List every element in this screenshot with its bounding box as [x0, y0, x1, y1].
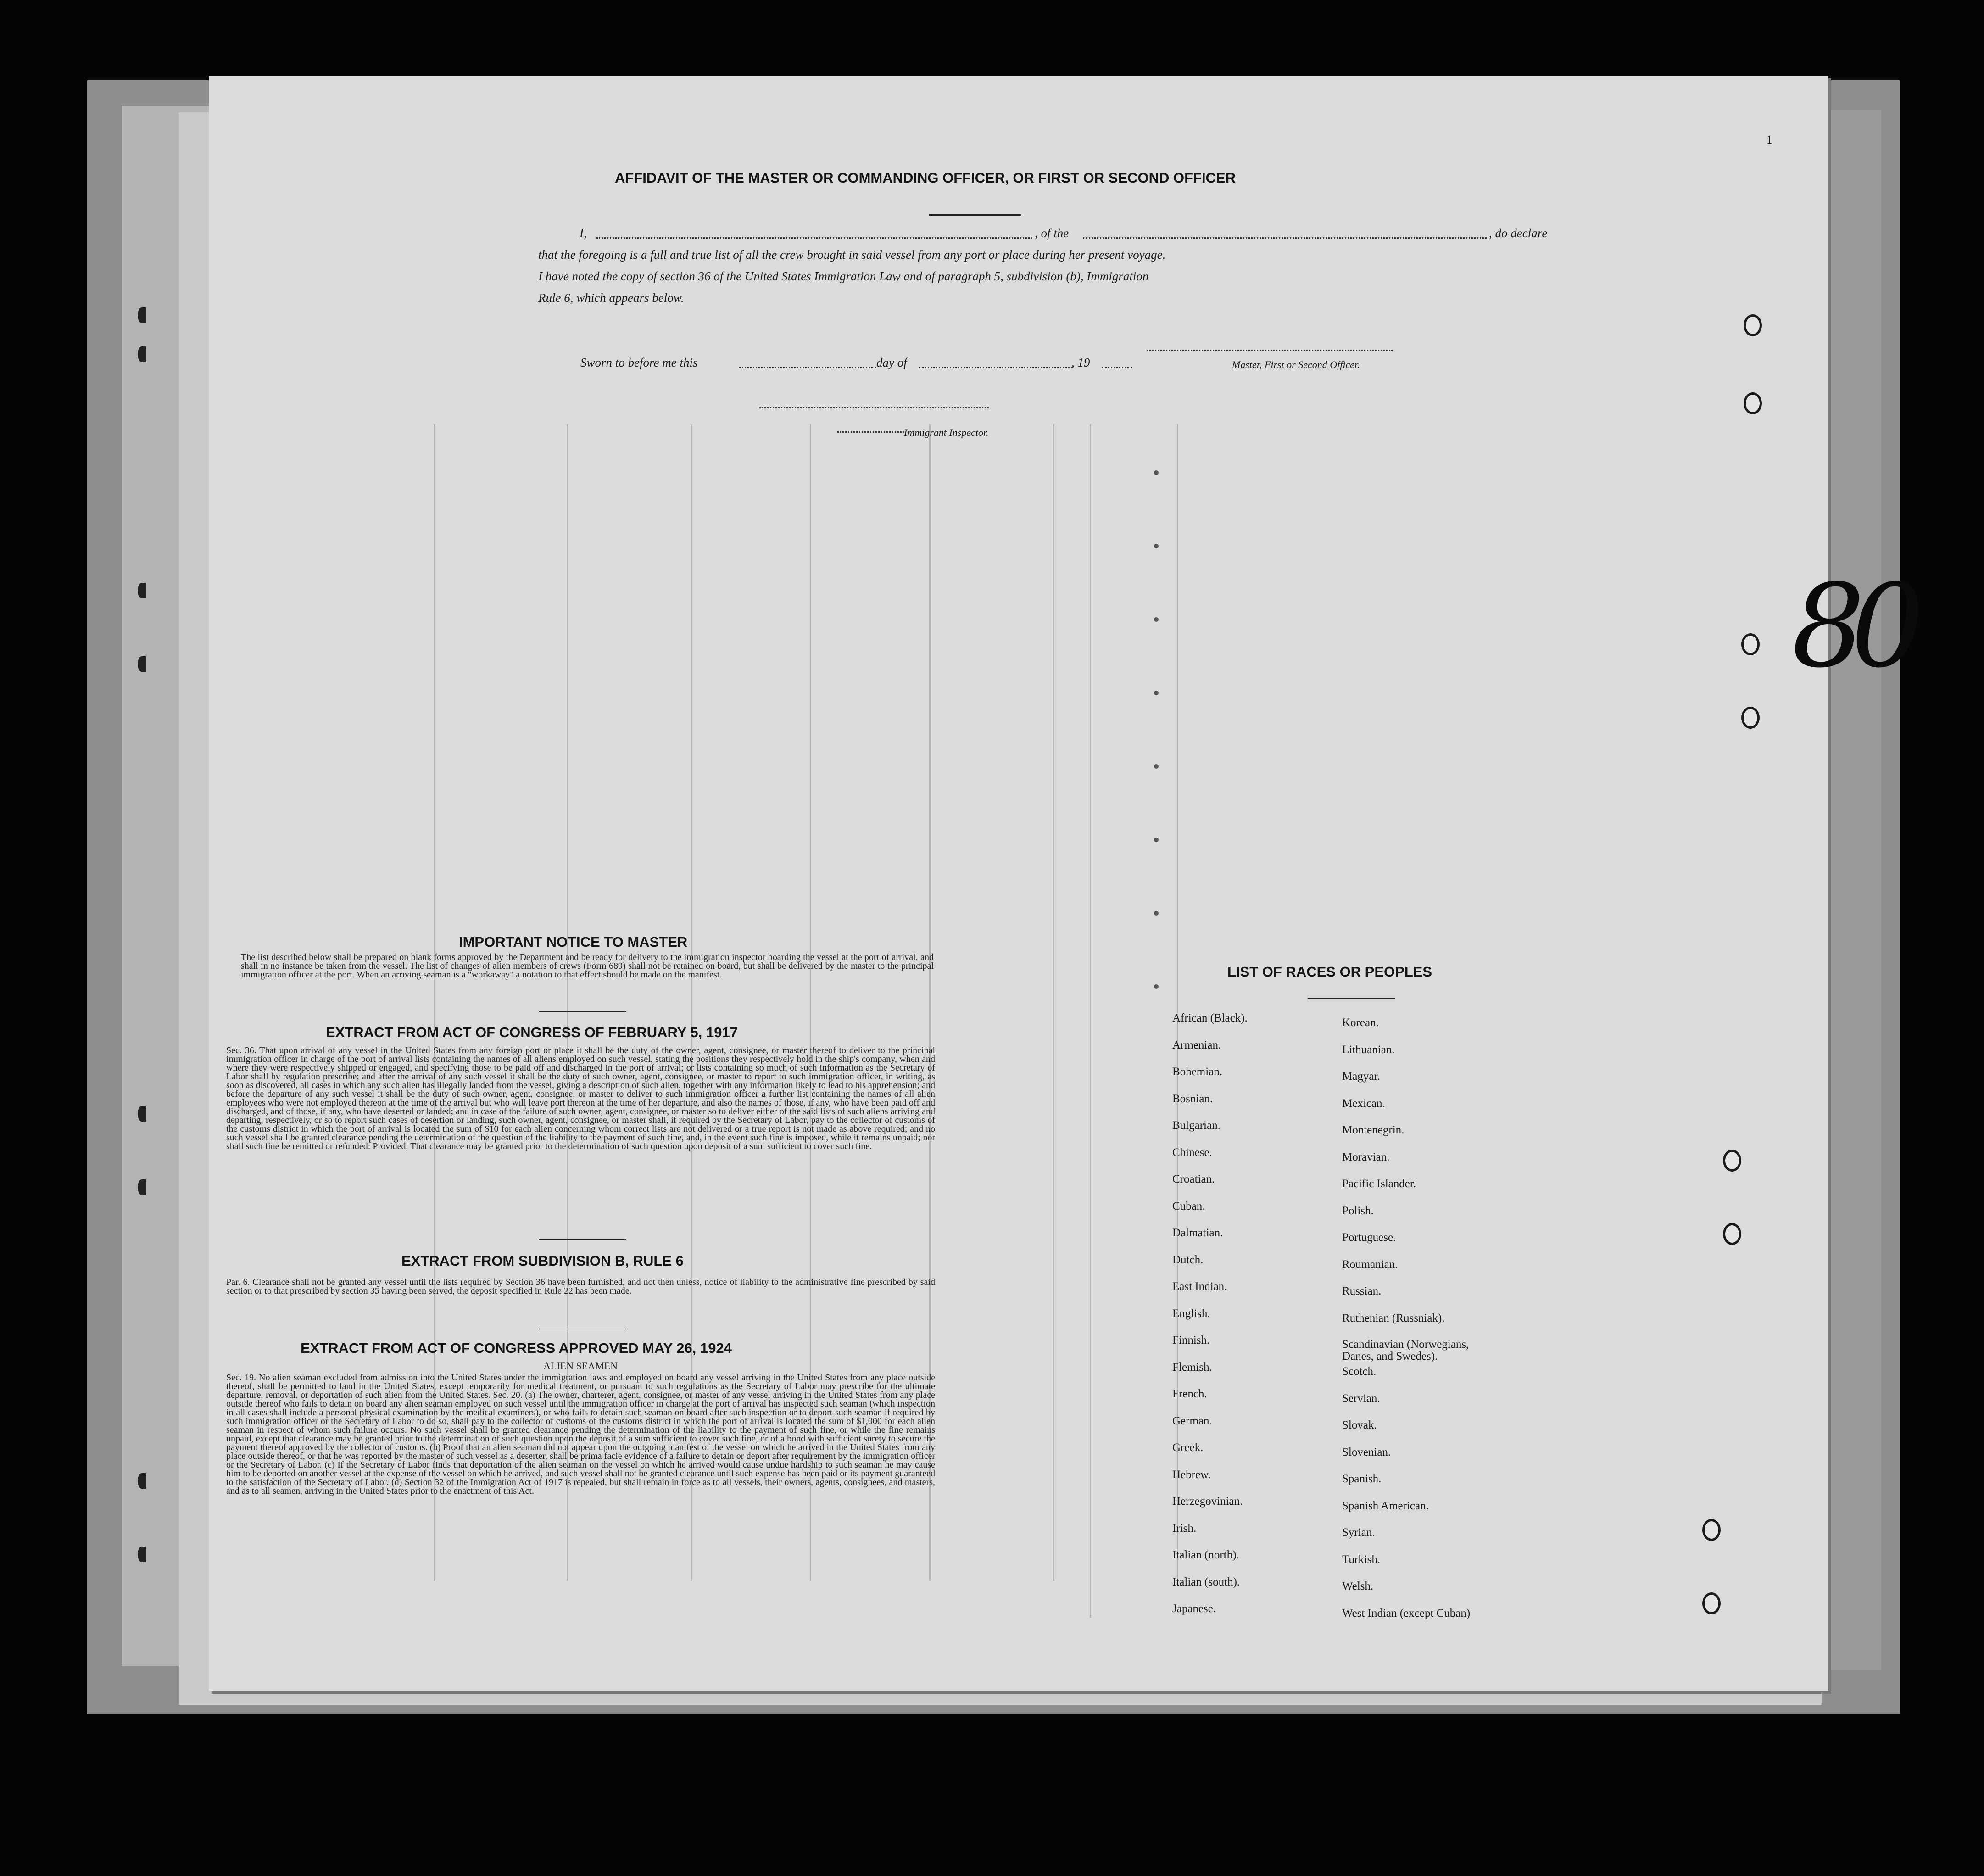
- ghost-mark: [1154, 691, 1159, 695]
- race-item: Bosnian.: [1172, 1092, 1213, 1105]
- race-item: Slovenian.: [1342, 1446, 1391, 1458]
- race-item: Polish.: [1342, 1204, 1374, 1217]
- race-item: Hebrew.: [1172, 1468, 1211, 1481]
- race-item: Italian (north).: [1172, 1549, 1239, 1561]
- race-item: Bulgarian.: [1172, 1119, 1220, 1132]
- handwritten-number: 80: [1792, 559, 1911, 693]
- right-sheet-edge: [1828, 110, 1881, 1670]
- binding-hole: [138, 1179, 146, 1195]
- year-prefix: , 19: [1071, 356, 1090, 369]
- race-item: Ruthenian (Russniak).: [1342, 1312, 1445, 1324]
- affidavit-i: I,: [580, 226, 587, 240]
- ghost-mark: [1154, 544, 1159, 548]
- race-item: Roumanian.: [1342, 1258, 1398, 1271]
- race-item: Irish.: [1172, 1522, 1197, 1535]
- binding-hole: [138, 1547, 146, 1562]
- sworn-month-blank: [919, 367, 1073, 368]
- race-item: West Indian (except Cuban): [1342, 1607, 1471, 1619]
- punch-hole: [1744, 392, 1762, 414]
- affidavit-line4: Rule 6, which appears below.: [538, 291, 684, 305]
- race-item: English.: [1172, 1307, 1210, 1320]
- race-item: Lithuanian.: [1342, 1043, 1395, 1056]
- race-item: Moravian.: [1342, 1150, 1390, 1163]
- punch-hole: [1702, 1592, 1721, 1614]
- name-blank: [596, 237, 1032, 239]
- sworn-day-blank: [739, 367, 876, 368]
- notice-title: IMPORTANT NOTICE TO MASTER: [459, 934, 688, 950]
- race-item: Slovak.: [1342, 1419, 1377, 1431]
- binding-hole: [138, 1106, 146, 1122]
- ghost-column-line: [1090, 424, 1091, 1618]
- margin-annotation: 1: [1767, 133, 1772, 146]
- race-item: African (Black).: [1172, 1012, 1248, 1024]
- extract-rule6-text: Par. 6. Clearance shall not be granted any vessel until the lists required by Section 36 have been furnished, and not then unless, notice of liability to the administrative fine prescribed by said section or to that prescribed by section 35 having been served, the deposit specified in Rule 22 has been made.: [226, 1277, 935, 1296]
- race-item: Portuguese.: [1342, 1231, 1396, 1244]
- affidavit-of-the: , of the: [1035, 226, 1069, 240]
- binding-hole: [138, 583, 146, 598]
- race-item: Russian.: [1342, 1285, 1382, 1297]
- extract-1924-subtitle: ALIEN SEAMEN: [543, 1360, 618, 1372]
- race-item: Korean.: [1342, 1016, 1379, 1029]
- race-item: German.: [1172, 1414, 1212, 1427]
- race-item: Chinese.: [1172, 1146, 1212, 1159]
- affidavit-title: AFFIDAVIT OF THE MASTER OR COMMANDING OFFICER, OR FIRST OR SECOND OFFICER: [615, 170, 1236, 186]
- signature-label: Master, First or Second Officer.: [1232, 359, 1360, 370]
- ghost-column-line: [1177, 424, 1178, 1581]
- day-of-label: day of: [876, 356, 907, 369]
- title-rule: [929, 214, 1021, 216]
- inspector-blank: [759, 407, 989, 408]
- extract-1924-title: EXTRACT FROM ACT OF CONGRESS APPROVED MAY 26, 1924: [301, 1340, 732, 1356]
- ghost-mark: [1154, 838, 1159, 842]
- punch-hole: [1744, 314, 1762, 336]
- extract-1924-text: Sec. 19. No alien seaman excluded from admission into the United States under the immigration laws and employed on board any vessel arriving in the United States from any place outside thereof, shall be permitted to land in the United States, except temporarily for medical treatment, or pursuant to such regulations as the Secretary of Labor may prescribe for the ultimate departure, removal, or deportation of such alien from the United States. Sec. 20. (a) The owner, charterer, agent, consignee, or master of any vessel arriving in the United States from any place outside thereof who fails to detain on board any alien seaman employed on such vessel until the immigration officer in charge at the port of arrival has inspected such seaman (which inspection in all cases shall include a personal physical examination by the medical examiners), or who fails to detain such seaman on board after such inspection or to deport such seaman if required by such immigration officer or the Secretary of Labor to do so, shall pay to the collector of customs of the customs district in which the port of arrival is located the sum of $1,000 for each alien seaman in respect of whom such failure occurs. No such vessel shall be granted clearance pending the determination of the liability to the payment of such fine, or while the fine remains unpaid, except that clearance may be granted prior to the determination of such question upon the deposit of a sum sufficient to cover such fine, or of a bond with sufficient surety to secure the payment thereof approved by the collector of customs. (b) Proof that an alien seaman did not appear upon the outgoing manifest of the vessel on which he arrived in the United States from any place outside thereof, or that he was reported by the master of such vessel as a deserter, shall be prima facie evidence of a failure to detain or deport after requirement by the immigration officer or the Secretary of Labor. (c) If the Secretary of Labor finds that deportation of the alien seaman on the vessel on which he arrived would cause undue hardship to such seaman he may cause him to be deported on another vessel at the expense of the vessel on which he arrived, and such vessel shall not be granted clearance until such expense has been paid or its payment guaranteed to the satisfaction of the Secretary of Labor. (d) Section 32 of the Immigration Act of 1917 is repealed, but shall remain in force as to all vessels, their owners, agents, consignees, and masters, and as to all seamen, arriving in the United States prior to the enactment of this Act.: [226, 1373, 935, 1496]
- punch-hole: [1741, 633, 1760, 655]
- extract-rule6-title: EXTRACT FROM SUBDIVISION B, RULE 6: [401, 1253, 684, 1269]
- inspector-label: Immigrant Inspector.: [904, 427, 989, 438]
- race-item: Servian.: [1342, 1392, 1380, 1405]
- race-item: Scandinavian (Norwegians, Danes, and Swedes).: [1342, 1338, 1469, 1362]
- race-item: Greek.: [1172, 1441, 1204, 1454]
- race-item: Pacific Islander.: [1342, 1178, 1416, 1190]
- ghost-mark: [1154, 984, 1159, 989]
- punch-hole: [1741, 707, 1760, 729]
- signature-blank: [1147, 350, 1393, 351]
- race-item: Armenian.: [1172, 1038, 1221, 1051]
- race-item: Croatian.: [1172, 1173, 1215, 1185]
- section-rule: [539, 1011, 626, 1012]
- race-item: Italian (south).: [1172, 1575, 1240, 1588]
- section-rule: [539, 1239, 626, 1240]
- race-item: Cuban.: [1172, 1200, 1205, 1212]
- affidavit-declare: , do declare: [1489, 226, 1548, 240]
- binding-hole: [138, 346, 146, 362]
- race-item: Finnish.: [1172, 1334, 1210, 1346]
- year-blank: [1102, 367, 1132, 368]
- extract-1917-title: EXTRACT FROM ACT OF CONGRESS OF FEBRUARY 5, 1917: [326, 1024, 738, 1040]
- race-item: Herzegovinian.: [1172, 1495, 1243, 1508]
- ghost-mark: [1154, 617, 1159, 622]
- race-item: Syrian.: [1342, 1526, 1375, 1539]
- race-item: Flemish.: [1172, 1361, 1212, 1374]
- race-item: French.: [1172, 1388, 1207, 1400]
- affidavit-line3: I have noted the copy of section 36 of the United States Immigration Law and of paragraph 5, subdivision (b), Immigration: [538, 269, 1149, 283]
- inspector-lead: [837, 431, 904, 433]
- document-page: [209, 76, 1828, 1691]
- race-item: Spanish.: [1342, 1473, 1382, 1485]
- notice-text: The list described below shall be prepared on blank forms approved by the Department and be ready for delivery to the immigration inspector boarding the vessel at the port of arrival, and shall in no instance be taken from the vessel. The list of changes of alien members of crews (Form 689) shall not be retained on board, but shall be delivered by the master to the principal immigration officer at the port. When an arriving seaman is a "workaway" a notation to that effect should be made on the manifest.: [241, 952, 934, 980]
- race-item: Welsh.: [1342, 1580, 1374, 1592]
- race-item: Magyar.: [1342, 1070, 1380, 1083]
- sworn-label: Sworn to before me this: [580, 356, 698, 369]
- race-item: East Indian.: [1172, 1280, 1227, 1293]
- vessel-blank: [1083, 237, 1487, 239]
- binding-hole: [138, 307, 146, 323]
- race-item: Japanese.: [1172, 1602, 1216, 1615]
- ghost-mark: [1154, 764, 1159, 769]
- race-item: Turkish.: [1342, 1553, 1381, 1566]
- race-item: Dalmatian.: [1172, 1227, 1223, 1239]
- punch-hole: [1723, 1150, 1741, 1172]
- affidavit-line2: that the foregoing is a full and true list of all the crew brought in said vessel from any port or place during her present voyage.: [538, 248, 1166, 262]
- races-title: LIST OF RACES OR PEOPLES: [1227, 964, 1432, 980]
- binding-hole: [138, 1473, 146, 1489]
- extract-1917-text: Sec. 36. That upon arrival of any vessel in the United States from any foreign port or place it shall be the duty of the owner, agent, consignee, or master thereof to deliver to the principal immigration officer in charge of the port of arrival lists containing the names of all aliens employed on such vessel, stating the positions they respectively hold in the ship's company, when and where they were respectively shipped or engaged, and specifying those to be paid off and discharged in the port of arrival; or lists containing so much of such information as the Secretary of Labor shall by regulation prescribe; and after the arrival of any such vessel it shall be the duty of such owner, agent, consignee, or master to report to such immigration officer, in writing, as soon as discovered, all cases in which any such alien has illegally landed from the vessel, giving a description of such alien, together with any information likely to lead to his apprehension; and before the departure of any such vessel it shall be the duty of such owner, agent, consignee, or master to deliver to such immigration officer a further list containing the names of all alien employees who were not employed thereon at the time of the arrival but who will leave port thereon at the time of her departure, and also the names of those, if any, who have been paid off and discharged, and of those, if any, who have deserted or landed; and in case of the failure of such owner, agent, consignee, or master so to deliver either of the said lists of such aliens arriving and departing, respectively, or so to report such cases of desertion or landing, such owner, agent, consignee, or master shall, if required by the Secretary of Labor, pay to the collector of customs of the customs district in which the port of arrival is located the sum of $10 for each alien concerning whom correct lists are not delivered or a true report is not made as above required; and no such vessel shall be granted clearance pending the determination of the question of the liability to the payment of such fine, and, in the event such fine is imposed, while it remains unpaid; nor shall such fine be remitted or refunded: Provided, That clearance may be granted prior to the determination of such question upon deposit of a sum sufficient to cover such fine.: [226, 1045, 935, 1151]
- race-item: Mexican.: [1342, 1097, 1385, 1110]
- races-rule: [1308, 998, 1395, 999]
- binding-hole: [138, 656, 146, 672]
- race-item: Scotch.: [1342, 1365, 1377, 1378]
- race-item: Dutch.: [1172, 1253, 1204, 1266]
- punch-hole: [1702, 1519, 1721, 1541]
- race-item: Spanish American.: [1342, 1499, 1429, 1512]
- punch-hole: [1723, 1223, 1741, 1245]
- ghost-mark: [1154, 911, 1159, 916]
- race-item: Bohemian.: [1172, 1066, 1223, 1078]
- race-item: Montenegrin.: [1342, 1124, 1404, 1136]
- ghost-column-line: [1053, 424, 1054, 1581]
- ghost-mark: [1154, 470, 1159, 475]
